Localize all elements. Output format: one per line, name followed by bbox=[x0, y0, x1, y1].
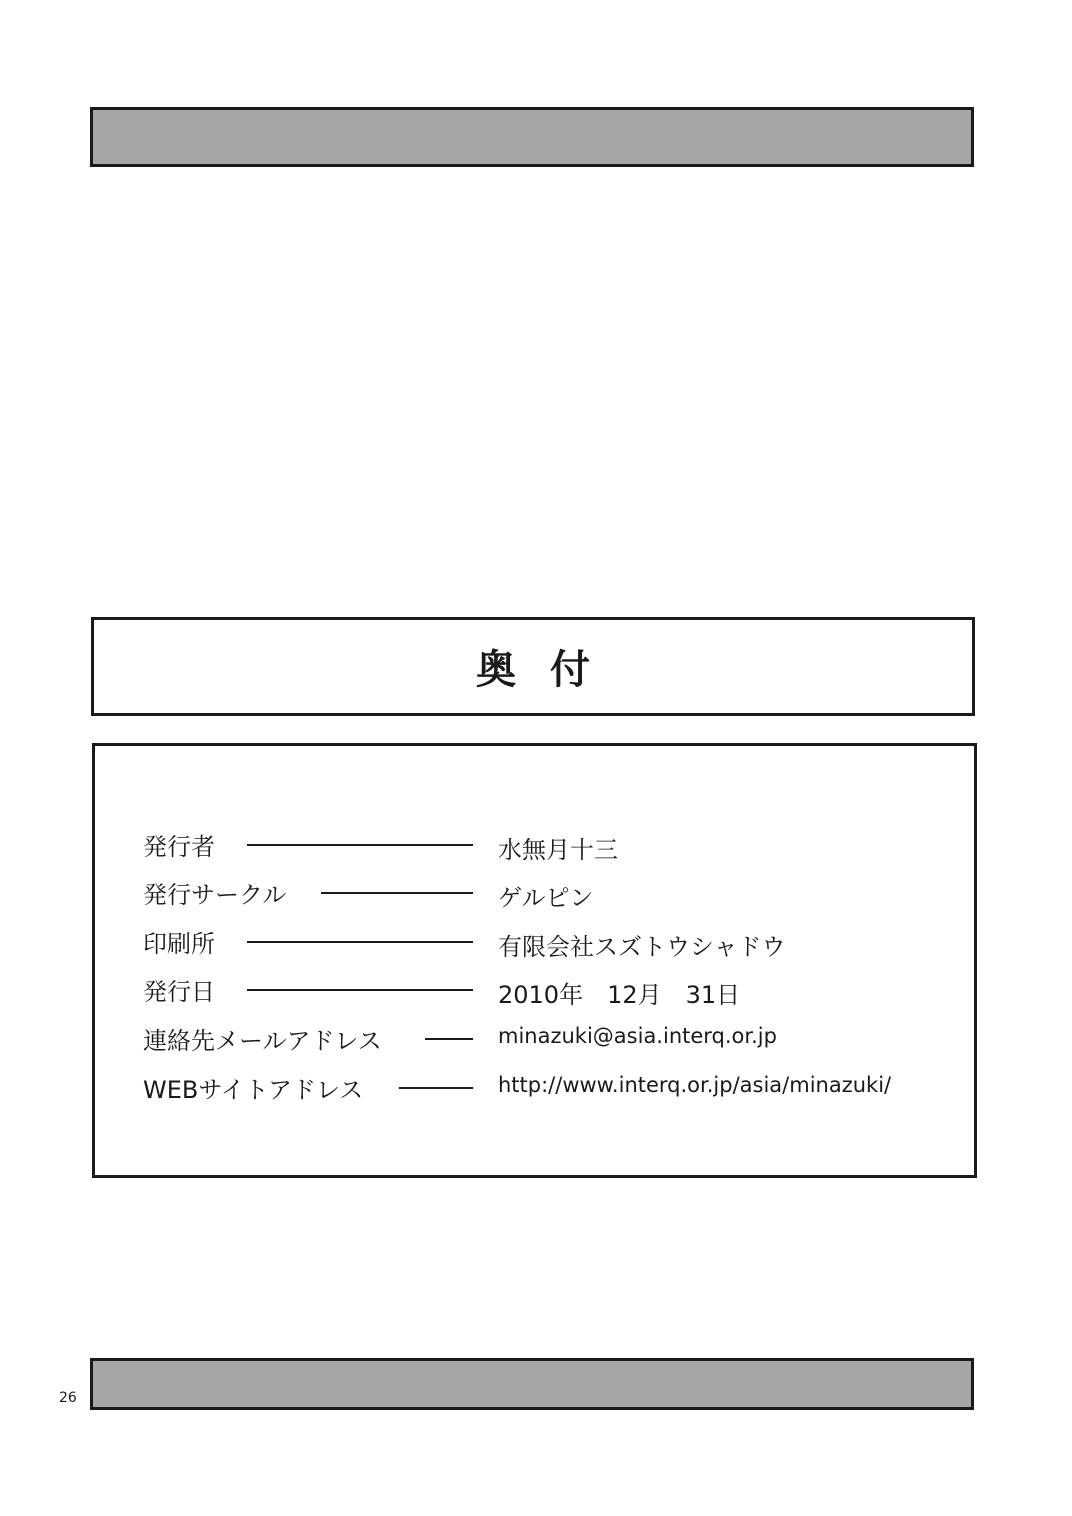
row-website bbox=[143, 1067, 363, 1107]
row-printer bbox=[143, 921, 215, 961]
email-label: 連絡先メールアドレス bbox=[143, 1026, 382, 1055]
printer-label: 印刷所 bbox=[143, 929, 215, 958]
leader-line bbox=[321, 892, 473, 894]
publisher-label: 発行者 bbox=[143, 832, 215, 861]
page-number: 26 bbox=[59, 1390, 77, 1406]
top-gray-bar bbox=[90, 107, 974, 167]
row-date bbox=[143, 969, 215, 1009]
date-value: 2010年 12月 31日 bbox=[498, 981, 741, 1009]
colophon-info-box bbox=[92, 743, 977, 1178]
publisher-value: 水無月十三 bbox=[498, 836, 618, 864]
leader-line bbox=[425, 1038, 473, 1040]
date-label: 発行日 bbox=[143, 977, 215, 1006]
leader-line bbox=[399, 1087, 473, 1089]
row-email bbox=[143, 1018, 382, 1058]
row-circle bbox=[143, 872, 286, 912]
printer-value: 有限会社スズトウシャドウ bbox=[498, 933, 786, 961]
website-value: http://www.interq.or.jp/asia/minazuki/ bbox=[498, 1073, 892, 1097]
bottom-gray-bar bbox=[90, 1358, 974, 1410]
row-publisher bbox=[143, 824, 215, 864]
leader-line bbox=[247, 844, 473, 846]
leader-line bbox=[247, 941, 473, 943]
email-value: minazuki@asia.interq.or.jp bbox=[498, 1024, 777, 1048]
page-title: 奥付 bbox=[476, 647, 624, 693]
circle-value: ゲルピン bbox=[498, 884, 594, 912]
website-label: WEBサイトアドレス bbox=[143, 1075, 364, 1104]
circle-label: 発行サークル bbox=[143, 880, 287, 909]
title-box bbox=[91, 617, 975, 716]
leader-line bbox=[247, 989, 473, 991]
